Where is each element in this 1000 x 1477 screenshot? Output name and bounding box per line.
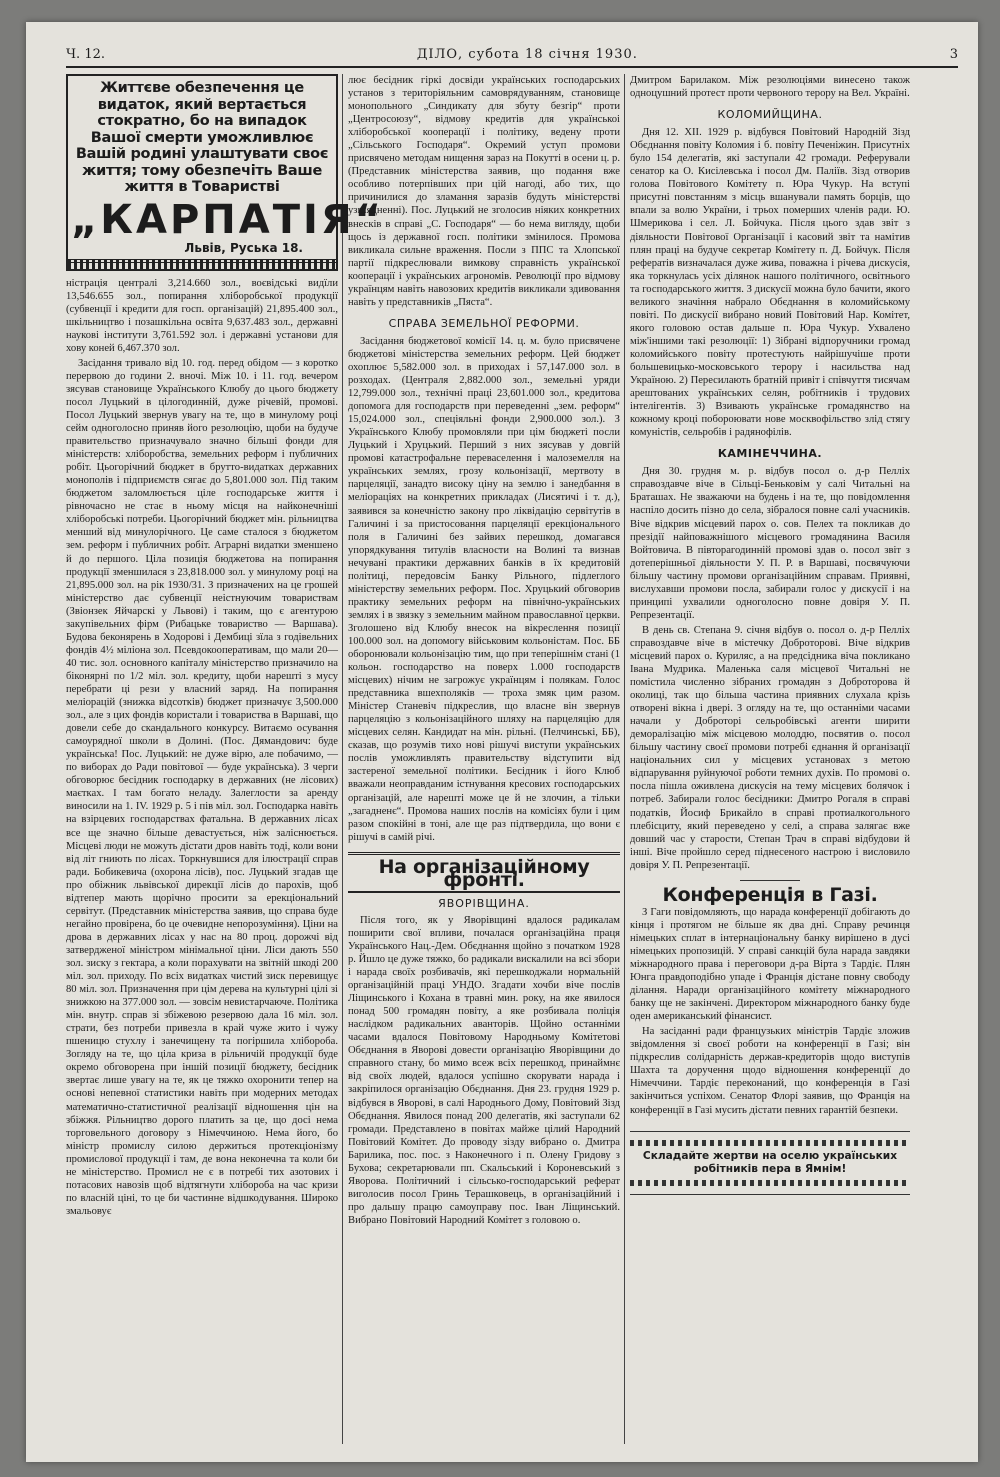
- newspaper-page: [26, 22, 978, 1462]
- column-3: [630, 74, 910, 1444]
- paragraph: Дня 30. грудня м. р. відбув посол о. д-р Пелліх справоздавче віче в Сільці-Беньковім у салі Читальні на Браташах. Не зважаючи на будень і на те, що повідомлення наспіло досить пізно до села, зібралося повне салі учасників. Віче відкрив місцевий парох о. сов. Пелех та покликав до презідії найповажнішого місцевого громадянина Василя Войтовича. В півторагодинній промові здав о. посол звіт з дотеперішньої діяльности У. П. Р. в Варшаві, посвячуючи більшу частину промови організаційним справам. Приявні, вислухавши промови посла, забирали голос у дискусії і на принципі ухвалили одноголосно повне довіря У. П. Репрезентації.: [630, 466, 910, 621]
- decorative-border: [630, 1140, 910, 1146]
- masthead: [66, 42, 958, 66]
- subheading-yavoriv: ЯВОРІВЩИНА.: [438, 896, 530, 910]
- headline-gaza: Конференція в Газі.: [662, 883, 878, 906]
- paragraph: В день св. Степана 9. січня відбув о. посол о. д-р Пелліх справоздавче віче в містечку Доброторові. Віче відкрив місцевий парох о. Куриляс, а на предсідника віча покликано Івана Мудрика. Маленька саля місцевої Читальні не помістила численно зібраних громадян з Доброторова й околиці, так що більша частина приявних слухала крізь отворені вікна і двері. З огляду на те, що останніми часами начали у Доброторі сельробівські агенти ширити деморалізацію між місцевою молоддю, посвятив о. посол більшу частину своєї промови потребі єднання й організації національних сил у місцевих установах з метою відпарування руйнуючої роботи темних духів. По промові о. посла пішла оживлена дискусія на тему місцевих болячок і потреб. Забирали голос бесідники: Дмитро Рогаля в справі податків, Йосиф Брикайло в справі протиалкогольного плебісциту, який переведено у селі, а справа залягає вже довший час у старости, Степан Трач в справі відбудови й інші. Віче пройшло серед піднесеного настрою і висловило довіря У. П. Репрезентації.: [630, 624, 910, 871]
- paragraph: Після того, як у Яворівщині вдалося радикалам поширити свої впливи, почалася організаційна праця Українського Нац.-Дем. Обєднання щойно з початком 1928 р. Йшло це дуже тяжко, бо радикали вискалили на всі збори і нарада своїх розбивачів, які перешкоджали нормальній організаційній праці УНДО. Згадати хочби віче послів Ліщинського і Кохана в травні мин. року, на яке явилося понад 500 громадян повіту, а яке розбивала поліція наслідком радикальних аванторів. Щойно останніми часами вдалося Повітовому Народньому Комітетові Обєднання в Яворові довести організацію Яворівщини до справного стану, бо мимо всеж всіх перешкод, принаймнє від своїх людей, вдалося успішно скорувати нарада і закріпилося організацію Обєднання. Дня 23. грудня 1929 р. відбувся в Яворові, в салі Народнього Дому, Повітовий Зізд Обєднання. Явилося понад 200 делегатів, які заступали 62 громади. Представлено в повітах майже цілий Народний Повітовий Комітет. До проводу зізду вибрано о. Дмитра Барилика, пос. пос. з Наконечного і п. Олену Гридову з Бухова; секретарювали пп. Скальський і Короневський з Яворова. Політичний і сільсько-господарський реферат виголосив посол Гринь Терашковець, в організаційний і про дальшу працю самоуправу пос. Іван Ліщинський. Вибрано Повітовий Народний Комітет з головою о.: [348, 914, 620, 1226]
- column-1: [66, 74, 384, 1444]
- paragraph: Дня 12. XII. 1929 р. відбувся Повітовий Народній Зізд Обєднання повіту Коломия і б. повіту Печеніжин. Присутніх було 154 делегатів, які заступали 42 громади. Реферували сенатор ка О. Кисілевська і посол Дм. Паліїв. Зізд отворив голова Повітового Комітету п. Юра Чукур. На вступі присутні повстанням з місць вшанували память борців, що впали за волю України, і трьох померших членів ради. Ю. Шмерикова і сел. Л. Бойчука. Після цього здав звіт з діяльности Повітової Організації і касовий звіт та намітив плян праці на будуче секретар Комітету п. Д. Бойчук. Після рефератів визначалася дуже жива, поважна і річева дискусія, яка торкнулась усіх ділянок нашого політичного, освітнього та господарського життя. З дискусії можна було бачити, якого великого значіння набрало Обєднання в коломийському повіті. По дискусії вибрано новий Повітовий Нар. Комітет, якого головою остав дальше п. Юра Чукур. Ухвалено між'іншими такі резолюції: 1) Зібрані відпоручники громад коломийського повіту протестують найрішучіше проти большевицько-московського терору і насильства над Україною. 2) Пересилають братній привіт і співчуття тисячам арештованих українських селян, робітників і трудових інтелігентів. 3) Взивають українське громадянство на кожному кроці побороювати нове москвофільство злід стягу комуністів, сельробів і радянофілів.: [630, 127, 910, 439]
- column-2: [348, 74, 620, 1444]
- masthead-title: ДІЛО, субота 18 січня 1930.: [416, 46, 638, 62]
- paragraph: лює бесідник гіркі досвіди українських господарських установ з територіяльним самоврядуванням, становище монопольного „Синдикату для збуту безгір“ проти „Центросоюзу“, відмову кредитів для українськоі хліборобської кооперації і політику, ведену проти „Сільського Господаря“. Окремий уступ промови присвячено методам нищення зараз на Покутті в осени ц. р. (Представник міністерства заявив, що подання вже особливо потерпівших при цій нагоді, або тих, що причинилися до зламання заразів будуть міністерстві узглядненні). Пос. Луцький не зголосив ніяких конкретних внесків в справі „С. Господаря“ — бо нема вигляду, щоби щось із державної госп. політики змінилося. Промова викликала сильне враження. Посли з ППС та Хлопської партії підкреслювали вимкову справність української кооперації і українських агрономів. Революції про відмову українцям навіть навозових кредитів викликали здивовання навіть у представників „Пяста“.: [348, 75, 620, 308]
- section-heading-kamin: КАМІНЕЧЧИНА.: [717, 447, 823, 461]
- paragraph: Засідання бюджетової комісії 14. ц. м. було присвячене бюджетові міністерства земельних реформ. Цей бюджет охоплює 5,582.000 зол. в приходах і 57,147.000 зол. в розходах. (Централя 2,882.000 зол., земельні уряди 12,799.000 зол., технічні праці 23,601.000 зол., кредитова допомога для господарств при переведенні „зем. реформ“ 15,024.000 зол., спеціяльні фонди 2,900.000 зол.). З Українського Клюбу промовляли при цім бюджеті посли Луцький і Хруцький. Перший з них зясував у довгій промові катастрофальне переваселення і малоземелля на українських землях, грозу кольонізації, мертвоту в парцеляції, занадто високу ціну на землю і занедбання в меліораціях на конкретних прикладах (Лисятичі і т. д.), заявився за конечністю закону про ліквідацію сервітутів в Галичині і за пристосовання парцеляції ерекціонального поля в Галичині без зайвих перешкод, домагався упорядкування титулів власности на Волині та визнав нечувані практики державних банків в їх кредитовій політиці, передовсім Банку Рільного, підлеглого міністерству земельних реформ. Пос. Хруцький обговорив практику земельних реформ на північно-українських землях і в звязку з земельним майном православної церкви. Зголошено від Клюбу внесок на вікреслення позиції 100.000 зол. на допомогу військовим кольоністам. Пос. ББ оборонювали кольонізацію тим, що при теперішнім стані (1 кольон. господарство на поверх 1.000 господарств місцевих) нічим не загрожує українцям і полякам. Голос представника вшехполяків — троха змяк цим разом. Міністер Станевіч підкреслив, що власне він звернув парцеляцію з кольонізаційного шляху на парцеляцію для місцевих селян. Кандидат на мін. рільні. (Пелчинські, ББ), сказав, що розумів тихо нові рішучі виступи українських послів уможливлять правительству відступити від застереної земельної політики. Бесідник і його Клюб вважали неоправданим істнування кресових господарських організацій, але нарешті може це й не злочин, а тільки „загадненє“. Промова наших послів на комісіях були і цим разом спокійні в тоні, але ще раз підтвердила, що вони є рішучі в самій річі.: [348, 335, 620, 843]
- top-rule: [66, 66, 958, 68]
- paragraph: Засідання тривало від 10. год. перед обідом — з коротко перервою до години 2. вночі. Між 10. і 11. год. вечером зясував становище Українського Клюбу до цього бюджету посол Луцький в цілогодинній, дуже річевій, промові. Посол Луцький звернув увагу на те, що в минулому році сейм одноголосно приняв його резолюцію, щоби на будуче правительство призначувало значно більші фонди для міністерств: хліборобства, земельних реформ і публичних робіт. Цьогорічний бюджет в брутто-видатках державних монополів і підприємств сягає до 5,801.000 зол. Під таким бюджетом заломлюється ціле господарське життя і рівночасно не стає в ньому місця на найконечніші хліборобські потреби. Цьогорічний бюджет мін. рільництва менший від минулорічного. Це саме сталося з бюджетом зем. реформ і публичних робіт. Аграрні видатки зменшено й до першого. Ціла позиція бюджетова на попирання продукції зменшилася з 23,818.000 зол. у минулому році на 21,895.000 зол. на рік 1930/31. З призначених на це грошей міністерство дає субвенції неістнуючим товариствам (Звіонзек Яйчарскі у Львові) і таким, що є агентурою закупівельних фірм (Рибацьке товариство — Варшава). Будова беконярень в Ходорові і Дембиці зїла з годівельних фондів 4½ міліона зол. Псевдокооперативам, що мали 20—40 тис. зол. основного капіталу міністерство призначило на біконярні по 1/2 міл. зол. кредиту, щоби нарешті з мусу перебрати ці рези у власний заряд. На попирання меліорацій (знижка відсотків) бюджет призначує 3,500.000 зол., але з цих фондів користали і товариства в Варшаві, що довели себе до скандального конкурсу. Витаємо осування самоурядної школи в Долині. (Пос. Дямандович: буде українська! Пос. Луцький: не дуже вірю, але побачимо, — по виборах до Ради повітової — буде українська). З черги обговорює бесідник господарку в державних (не лісових) маєтках. І там богато неладу. Залеглости за аренду виносили на 1. IV. 1929 р. 5 і пів міл. зол. Господарка навіть на взірцевих господарствах фатальна. В державних лісах все ще значно більше девастується, ніж заліснюється. Місцеві люди не можуть дістати дров навіть тоді, коли вони від літ гниють по лісах. Торкнувшися для ілюстрації справ ради. Бобикевича (охорона лісів), пос. Луцький згадав ще про обіжник львівської дирекції лісів до парохів, щоб відтепер мають щорічно просити за ерекціональний сервітут. (Представник міністерства заявив, що справа буде негайно провірена, бо це очевидне непорозуміння). Ціни на дрова в державних лісах у нас на 80 проц. дорожчі від затвердженої міністром мінімальної ціни. Ліси дають 550 зол. зиску з гектара, а коли порахувати на звітній шкоді 200 міл. зол. приходу. По всіх видатках чистий зиск перевищує 80 міл. зол. Призначення при цім дерева на культурні цілі зі знижкою на 377.000 зол. — зовсім невистарчаюче. Політика мін. внутр. справ зі збіжевою резервою дала 16 міл. зол. страти, без потреби привезла в край чуже жито і чужу пшеницю стухлу і занечищену та погіршила хлібороба. Зогляду на те, що ціла криза в рільничій продукції буде окремо обговорена при іншій позиції бюджету, бесідник звертає лише увагу на те, як це тяжко охоронити тепер на основі непевної статистики навіть при модерних методах математично-статистичної реалізації відношення цін на збіжжя. Рільництво дорого платить за це, що досі нема торговельного договору з Німеччиною. Нема його, бо міністр промислу силою держиться протекціонізму промислової продукції і там, де вона неконечна та коли би не міністерство. Промисл не є в потребі тих азотових і потасових навозів щоб відтягнути хлібороба на час кризи по власній ціні, то це би частинне відшкодування. Широко змальовує: [66, 357, 339, 1217]
- divider: [740, 880, 800, 881]
- page-label: Ч. 12.: [66, 46, 105, 62]
- section-heading-kolomyia: КОЛОМИЙЩИНА.: [717, 108, 823, 122]
- column-divider: [624, 74, 625, 1444]
- ad-address: Львів, Руська 18.: [184, 240, 303, 255]
- paragraph: ністрація централі 3,214.660 зол., воєвідські видїли 13,546.655 зол., попирання хліборобської продукції (субвенції і кредити для госп. організацій) 21,895.400 зол., шкільництво і позашкільна освіта 9,637.483 зол., державні наукові інститути 3,761.592 зол. і державні установи для хову коней 6,467.370 зол.: [66, 277, 338, 354]
- ad-brand: „КАРПАТІЯ“: [71, 196, 384, 243]
- donation-notice: [630, 1131, 910, 1195]
- ad-text: Життєве обезпечення це видаток, який вертається стократно, бо на випадок Вашої смерти уможливлює Вашій родині улаштувати своє життя; тому обезпечіть Ваше життя в Товаристві: [75, 80, 329, 195]
- paragraph: На засіданні ради французьких міністрів Тардіє зложив звідомлення зі своєї роботи на конференції в Газі; він підкреслив солідарність держав-кредиторів щодо виступів Шахта та доручення щодо відношення конференції до Німеччини. Тардіє переконаний, що конференція в Газі закінчиться успіхом. Сенатор Флорі заявив, що Франція на конференції в Газі мусить дістати певних гарантій безпеки.: [630, 1026, 910, 1116]
- headline-org-front: На організаційному фронті.: [348, 852, 620, 893]
- paragraph: З Гаги повідомляють, що нарада конференції добігають до кінця і протягом не більше як два дні. Справу речинця німецьких сплат в інтернаціональну банку вирішено в дусі німецьких пропозицій. У справі санкцій була нарада завдяки міжнародного права і переговори д-ра Вірта з Тардіє. Плян Юнга правдоподібно упаде і Франція дістане повну свободу ділання. Наради організаційного комітету міжнародного банку ще не закінчені. Директором міжнародного банку буде оден американський фінансист.: [630, 906, 910, 1023]
- page-number: 3: [949, 46, 958, 62]
- section-heading-reform: СПРАВА ЗЕМЕЛЬНОЇ РЕФОРМИ.: [388, 316, 580, 330]
- paragraph: Дмитром Барилаком. Між резолюціями винесено також одноцушний протест проти червоного терору на Вел. Україні.: [630, 75, 910, 100]
- notice-text: Складайте жертви на оселю українських робітників пера в Ямнім!: [642, 1149, 898, 1175]
- decorative-border: [630, 1180, 910, 1186]
- insurance-ad: [66, 74, 384, 271]
- ad-border: [68, 259, 336, 269]
- column-divider: [342, 74, 343, 1444]
